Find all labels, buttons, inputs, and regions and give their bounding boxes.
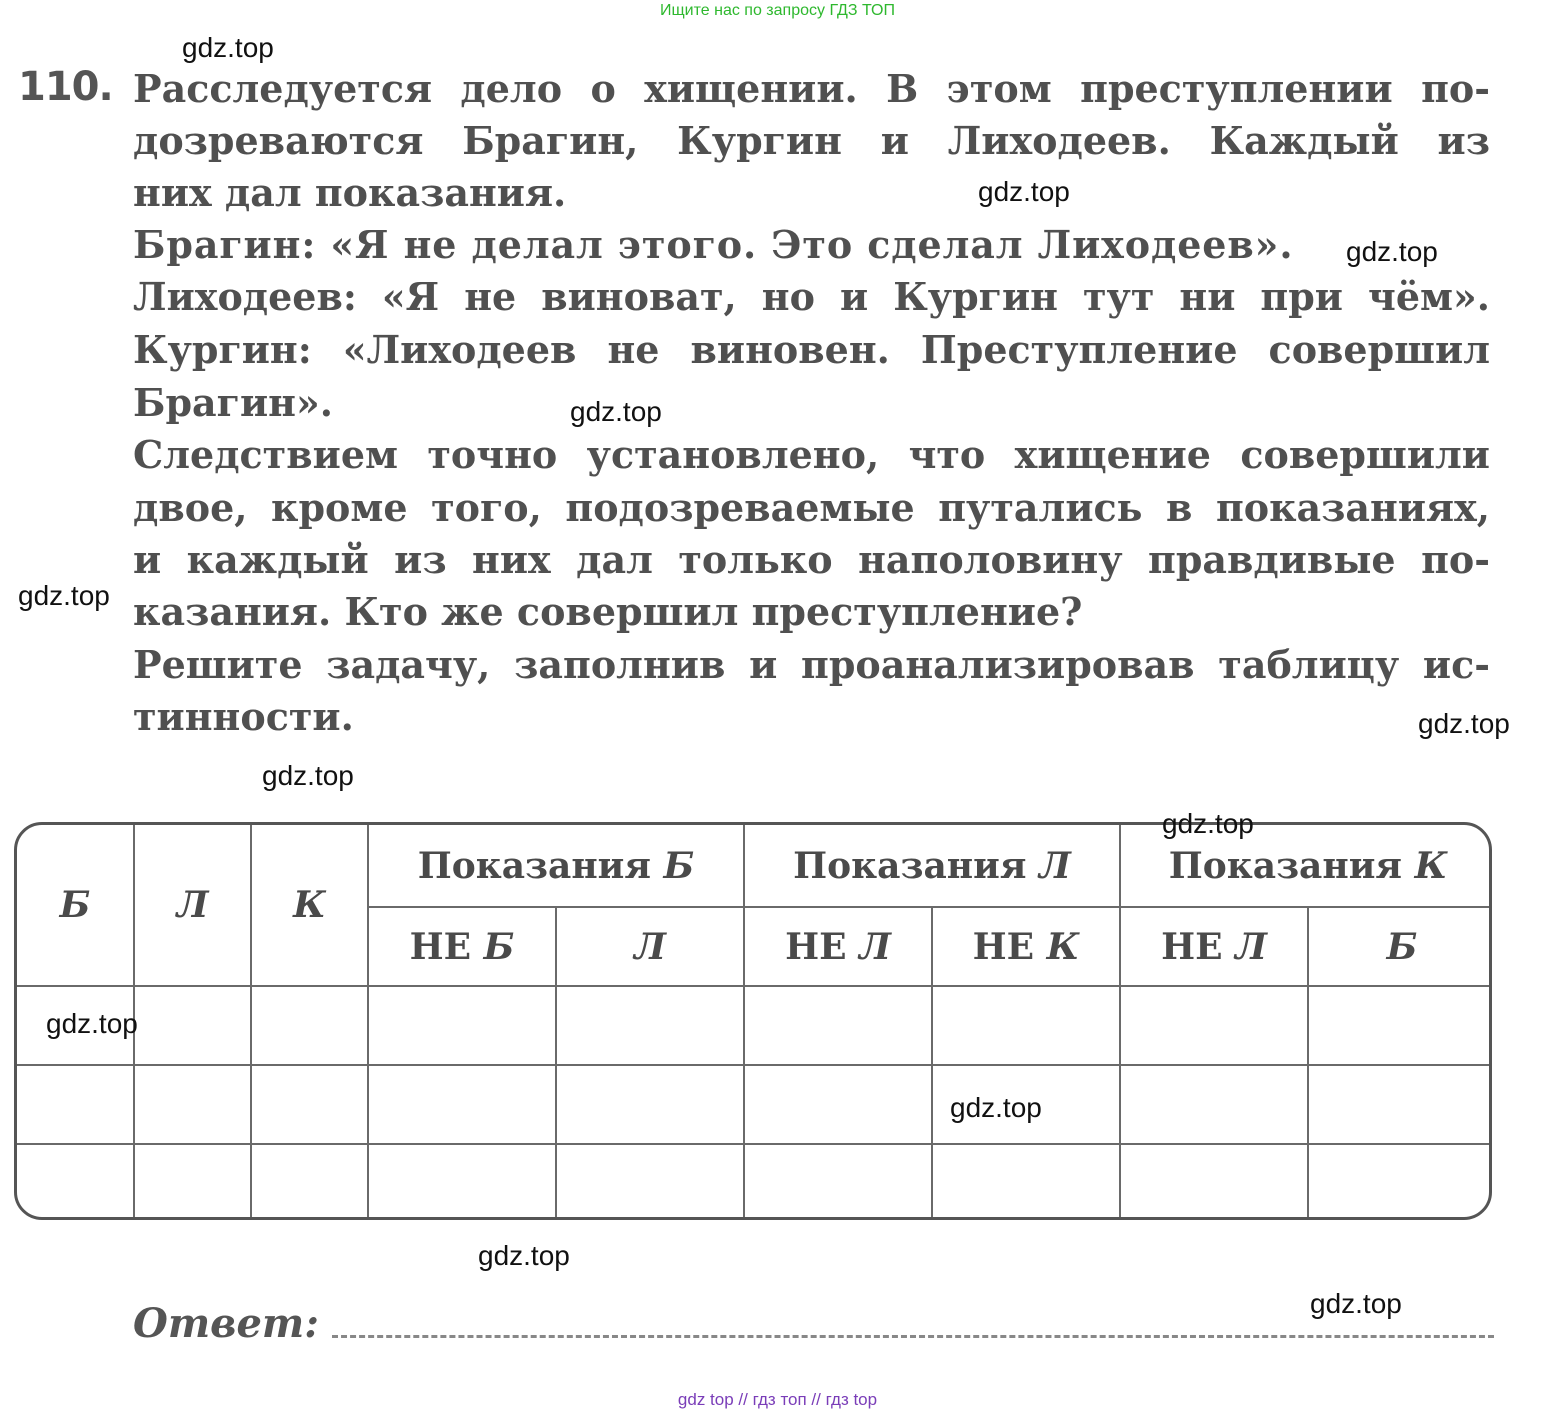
problem-line: Брагин: «Я не делал этого. Это сделал Лиходеев».	[133, 222, 1294, 267]
sub-header: Л	[556, 907, 744, 986]
problem-line: Брагин».	[133, 380, 333, 425]
answer-label: Ответ:	[133, 1300, 319, 1347]
watermark: gdz.top	[1346, 236, 1438, 267]
watermark: gdz.top	[570, 396, 662, 427]
watermark: gdz.top	[18, 580, 110, 611]
problem-line: и каждый из них дал только наполовину правдивые по-	[133, 537, 1490, 582]
problem-number: 110.	[18, 64, 113, 110]
truth-table	[14, 822, 1492, 1220]
problem-line: казания. Кто же совершил преступление?	[133, 589, 1083, 634]
problem-line: двое, кроме того, подозреваемые путались в показаниях,	[133, 485, 1490, 530]
watermark: gdz.top	[46, 1008, 138, 1039]
sub-header: НЕ Л	[744, 907, 932, 986]
watermark: gdz.top	[950, 1092, 1042, 1123]
sub-header: НЕ Б	[368, 907, 556, 986]
problem-line: тинности.	[133, 694, 354, 739]
group-header-b: Показания Б	[368, 825, 744, 907]
table-row	[17, 1065, 1492, 1144]
problem-line: Лиходеев: «Я не виноват, но и Кургин тут ни при чём».	[133, 274, 1490, 319]
table-row	[17, 1144, 1492, 1220]
watermark: gdz.top	[1418, 708, 1510, 739]
watermark: gdz.top	[262, 760, 354, 791]
problem-line: Расследуется дело о хищении. В этом преступлении по-	[133, 66, 1490, 111]
header-k: К	[251, 825, 368, 986]
watermark: gdz.top	[182, 32, 274, 63]
top-banner: Ищите нас по запросу ГДЗ ТОП	[660, 2, 895, 19]
watermark: gdz.top	[1310, 1288, 1402, 1319]
header-l: Л	[134, 825, 251, 986]
watermark: gdz.top	[1162, 808, 1254, 839]
problem-line: дозреваются Брагин, Кургин и Лиходеев. Каждый из	[133, 118, 1490, 163]
footer: gdz top // гдз топ // гдз top	[677, 1390, 878, 1409]
watermark: gdz.top	[478, 1240, 570, 1271]
sub-header: НЕ Л	[1120, 907, 1308, 986]
sub-header: Б	[1308, 907, 1492, 986]
sub-header: НЕ К	[932, 907, 1120, 986]
problem-line: них дал показания.	[133, 170, 567, 215]
answer-line[interactable]	[332, 1335, 1494, 1338]
problem-line: Решите задачу, заполнив и проанализировав таблицу ис-	[133, 642, 1490, 687]
group-header-k: Показания К	[1120, 825, 1492, 907]
watermark: gdz.top	[978, 176, 1070, 207]
header-b: Б	[17, 825, 134, 986]
group-header-l: Показания Л	[744, 825, 1120, 907]
problem-line: Кургин: «Лиходеев не виновен. Преступление совершил	[133, 327, 1490, 372]
problem-line: Следствием точно установлено, что хищение совершили	[133, 432, 1490, 477]
table-row	[17, 986, 1492, 1065]
